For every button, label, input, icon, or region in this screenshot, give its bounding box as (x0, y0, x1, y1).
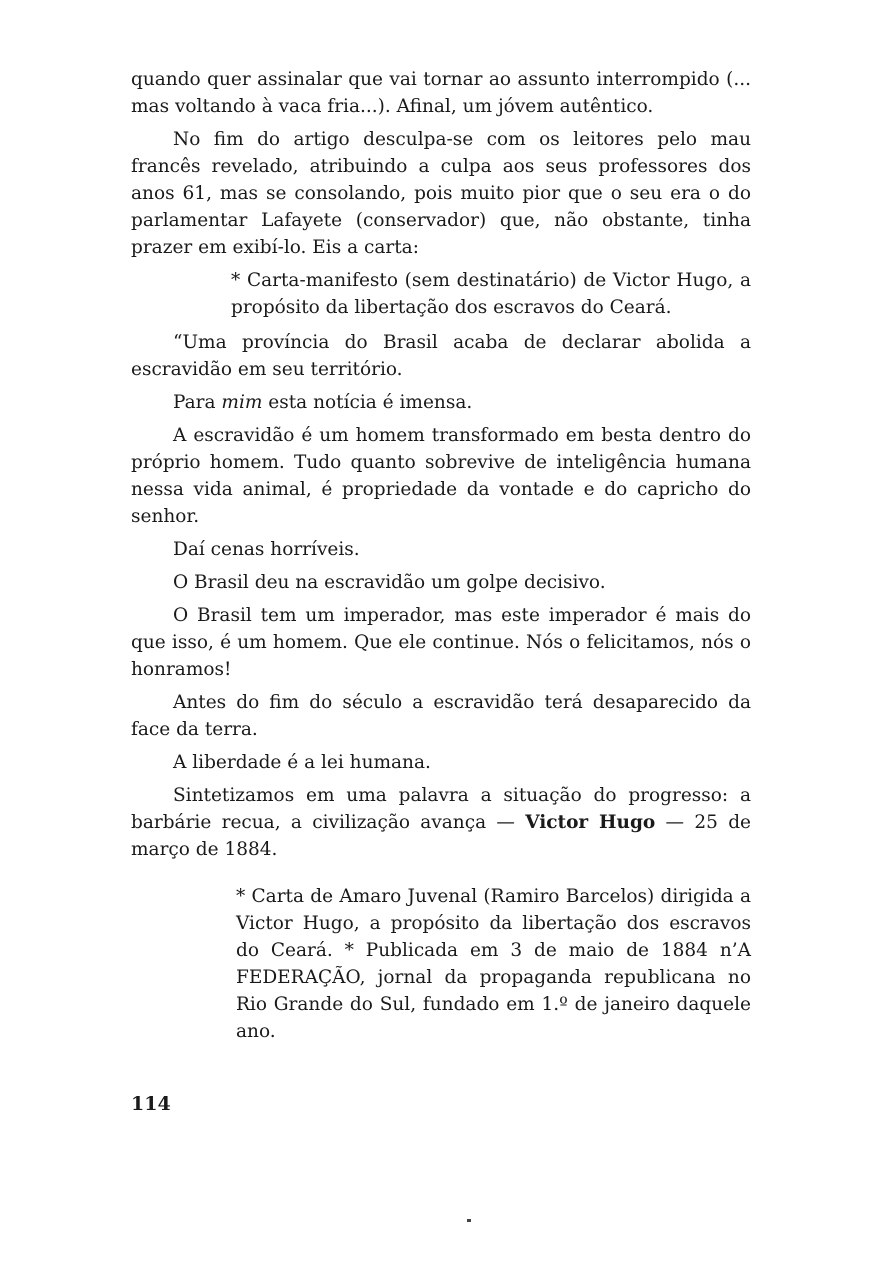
page-number: 114 (131, 1093, 171, 1115)
letter-paragraph-5: O Brasil deu na escravidão um golpe decisivo. (173, 572, 606, 593)
letter-paragraph-8: A liberdade é a lei humana. (173, 752, 431, 773)
letter-paragraph-9 (131, 782, 751, 863)
letter-paragraph-9-pre: Sintetizamos em uma palavra a situação do progresso: a barbárie recua, a civilização avança — (131, 785, 751, 833)
paragraph-continuation: quando quer assinalar que vai tornar ao assunto interrompido (... mas voltando à vaca fria...). Afinal, um jóvem autêntico. (131, 69, 751, 117)
letter-paragraph-1: “Uma província do Brasil acaba de declarar abolida a escravidão em seu território. (131, 332, 751, 380)
footnote-letter-description: * Carta-manifesto (sem destinatário) de Victor Hugo, a propósito da libertação dos escravos do Ceará. (231, 270, 751, 318)
print-speck (467, 1219, 471, 1222)
letter-paragraph-2-post: esta notícia é imensa. (262, 392, 473, 413)
footnote-publication: * Carta de Amaro Juvenal (Ramiro Barcelos) dirigida a Victor Hugo, a propósito da libertação dos escravos do Ceará. * Publicada em 3 de maio de 1884 n’A FEDERAÇÃO, jornal da propaganda republicana no Rio Grande do Sul, fundado em 1.º de janeiro daquele ano. (236, 886, 751, 1042)
letter-paragraph-4: Daí cenas horríveis. (173, 539, 360, 560)
letter-paragraph-6: O Brasil tem um imperador, mas este imperador é mais do que isso, é um homem. Que ele continue. Nós o felicitamos, nós o honramos! (131, 605, 751, 680)
letter-paragraph-2 (131, 389, 751, 416)
letter-paragraph-3: A escravidão é um homem transformado em besta dentro do próprio homem. Tudo quanto sobrevive de inteligência humana nessa vida animal, é propriedade da vontade e do capricho do senhor. (131, 425, 751, 527)
letter-signature: Victor Hugo (525, 812, 656, 833)
letter-paragraph-2-pre: Para (173, 392, 222, 413)
paragraph-intro: No fim do artigo desculpa-se com os leitores pelo mau francês revelado, atribuindo a culpa aos seus professores dos anos 61, mas se consolando, pois muito pior que o seu era o do parlamentar Lafayete (conservador) que, não obstante, tinha prazer em exibí-lo. Eis a carta: (131, 129, 751, 258)
letter-paragraph-9-post: — 25 de março de 1884. (131, 812, 751, 860)
page-body (131, 66, 751, 1051)
letter-paragraph-2-emphasis: mim (221, 392, 263, 413)
letter-paragraph-7: Antes do fim do século a escravidão terá desaparecido da face da terra. (131, 692, 751, 740)
